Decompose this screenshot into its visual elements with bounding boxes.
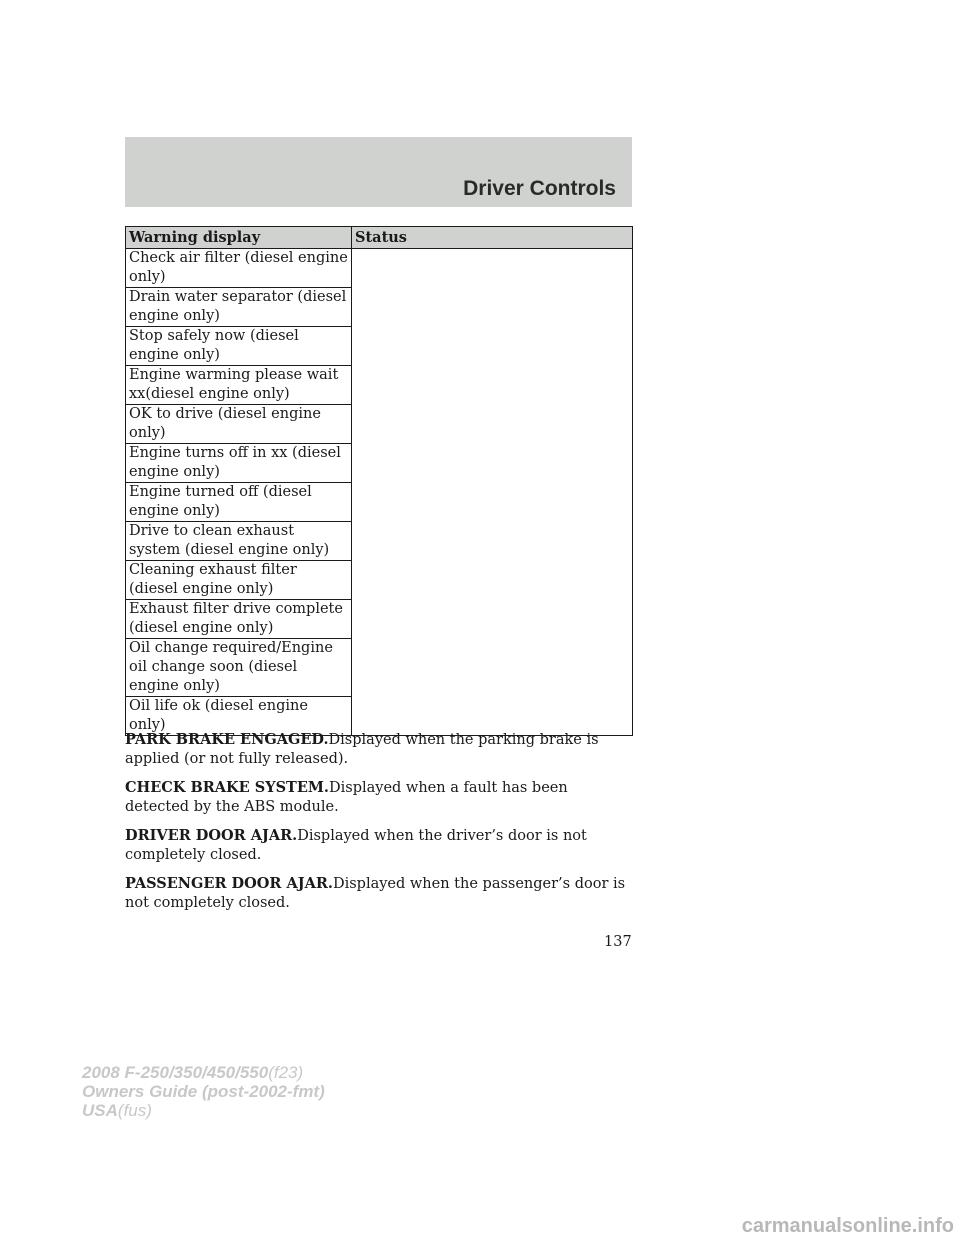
section-header: [125, 137, 632, 207]
table-header-row: [126, 227, 633, 249]
warning-cell: Check air filter (diesel engine only): [126, 249, 352, 288]
section-title: Driver Controls: [463, 177, 616, 200]
watermark: carmanualsonline.info: [741, 1215, 954, 1237]
warning-cell: Cleaning exhaust filter (diesel engine only): [126, 561, 352, 600]
paragraph-park-brake: [125, 730, 635, 769]
footer-line-2: Owners Guide (post-2002-fmt): [82, 1082, 325, 1101]
paragraph-term: CHECK BRAKE SYSTEM.: [125, 779, 329, 796]
paragraph-passenger-door: [125, 874, 635, 913]
body-text: [125, 730, 635, 922]
footer-imprint: [82, 1063, 325, 1120]
page-number: 137: [604, 934, 632, 950]
column-header-warning-display: Warning display: [126, 227, 352, 249]
footer-line-3: [82, 1101, 325, 1120]
paragraph-text: Displayed when the passenger’s door is not completely closed.: [125, 876, 626, 911]
paragraph-check-brake: [125, 778, 635, 817]
paragraph-term: PARK BRAKE ENGAGED.: [125, 731, 329, 748]
warning-display-table: [125, 226, 633, 736]
table-row: [126, 249, 633, 288]
footer-line-1: [82, 1063, 325, 1082]
footer-model: 2008 F-250/350/450/550: [82, 1063, 269, 1082]
warning-cell: Engine turns off in xx (diesel engine only): [126, 444, 352, 483]
paragraph-driver-door: [125, 826, 635, 865]
warning-cell: Stop safely now (diesel engine only): [126, 327, 352, 366]
paragraph-text: Displayed when the parking brake is applied (or not fully released).: [125, 732, 599, 767]
footer-model-code: (f23): [268, 1063, 304, 1082]
warning-cell: Oil life ok (diesel engine only): [126, 697, 352, 736]
warning-cell: Engine warming please wait xx(diesel engine only): [126, 366, 352, 405]
column-header-status: Status: [352, 227, 633, 249]
warning-cell: Oil change required/Engine oil change soon (diesel engine only): [126, 639, 352, 697]
footer-market-code: (fus): [117, 1101, 152, 1120]
warning-cell: Engine turned off (diesel engine only): [126, 483, 352, 522]
paragraph-text: Displayed when the driver’s door is not completely closed.: [125, 828, 587, 863]
paragraph-text: Displayed when a fault has been detected by the ABS module.: [125, 780, 568, 815]
footer-market: USA: [82, 1101, 118, 1120]
status-cell: [352, 249, 633, 736]
warning-cell: Drain water separator (diesel engine only): [126, 288, 352, 327]
warning-cell: Drive to clean exhaust system (diesel engine only): [126, 522, 352, 561]
warning-cell: Exhaust filter drive complete (diesel engine only): [126, 600, 352, 639]
paragraph-term: DRIVER DOOR AJAR.: [125, 827, 298, 844]
warning-cell: OK to drive (diesel engine only): [126, 405, 352, 444]
paragraph-term: PASSENGER DOOR AJAR.: [125, 875, 333, 892]
